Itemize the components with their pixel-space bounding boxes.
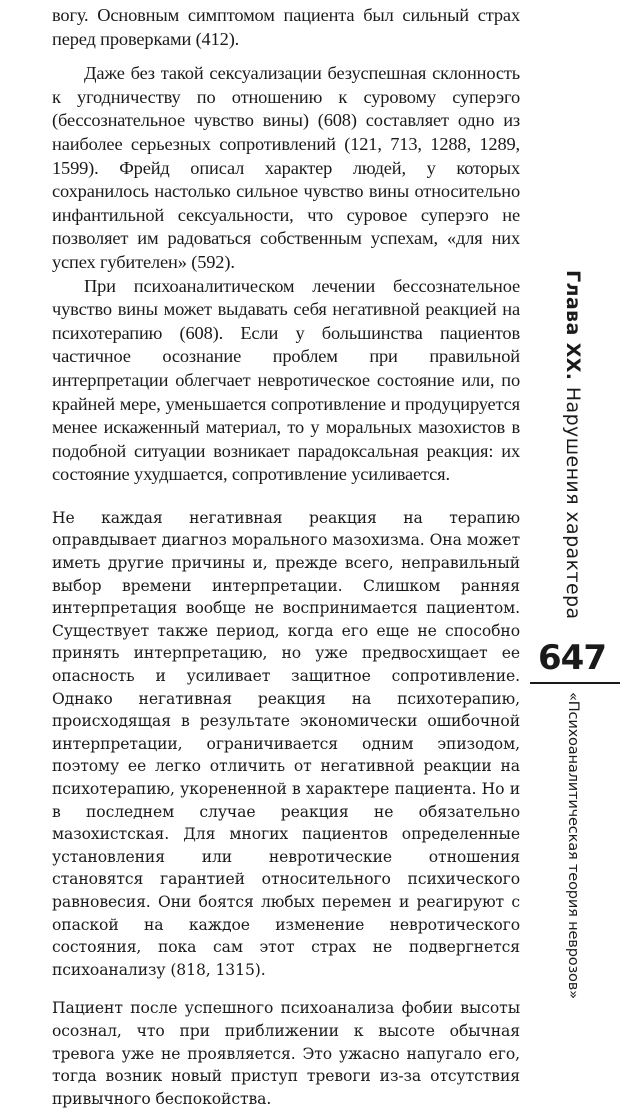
page-number-rule [530,682,620,684]
chapter-number: Глава XX. [562,270,584,381]
paragraph-2: Даже без такой сексуализации безуспешная склонность к угодничеству по отношению к суровому суперэго (бессознательное чувство вины) (608) составляет одно из наиболее серьезных сопротивлений (121, 713, 1288, 1289, 1599). Фрейд описал характер людей, у которых сохранилось настолько сильное чувство вины относительно инфантильной сексуальности, что суровое суперэго не позволяет им радоваться собственным успехам, «для них успех губителен» (592). [52,63,520,272]
sidebar [528,270,620,999]
page-number: 647 [538,638,606,678]
main-text-column [52,4,520,1110]
small-paragraph-2: Пациент после успешного психоанализа фобии высоты осознал, что при приближении к высоте обычная тревога уже не проявляется. Это ужасно напугало его, тогда возник новый приступ тревоги из-за отсутствия привычного беспокойства. [52,999,520,1108]
paragraph-1: вогу. Основным симптомом пациента был сильный страх перед проверками (412). [52,5,520,49]
paragraph-3: При психоаналитическом лечении бессознательное чувство вины может выдавать себя негативной реакцией на психотерапию (608). Если у большинства пациентов частичное осознание проблем при правильной интерпретации облегчает невротическое состояние или, по крайней мере, уменьшается сопротивление и продуцируется менее искаженный материал, то у моральных мазохистов в подобной ситуации возникает парадоксальная реакция: их состояние ухудшается, сопротивление усиливается. [52,275,520,485]
small-paragraph-1: Не каждая негативная реакция на терапию оправдывает диагноз морального мазохизма. Она может иметь другие причины и, прежде всего, неправильный выбор времени интерпретации. Слишком ранняя интерпретация вообще не воспринимается пациентом. Существует также период, когда его еще не способно принять интерпретацию, но уже предвосхищает ее опасность и усиливает защитное сопротивление. Однако негативная реакция на психотерапию, происходящая в результате экономически ошибочной интерпретации, ограничивается одним эпизодом, поэтому ее легко отличить от негативной реакции на психотерапию, укорененной в характере пациента. Но и в последнем случае реакция не обязательно мазохистская. Для многих пациентов определенные установления или невротические отношения становятся гарантией относительного психического равновесия. Они боятся любых перемен и реагируют с опаской на каждое изменение невротического состояния, пока сам этот страх не подвергнется психоанализу (818, 1315). [52,508,520,979]
chapter-title: Нарушения характера [562,380,584,620]
book-title: «Психоаналитическая теория неврозов» [565,692,582,999]
chapter-heading [558,270,588,630]
